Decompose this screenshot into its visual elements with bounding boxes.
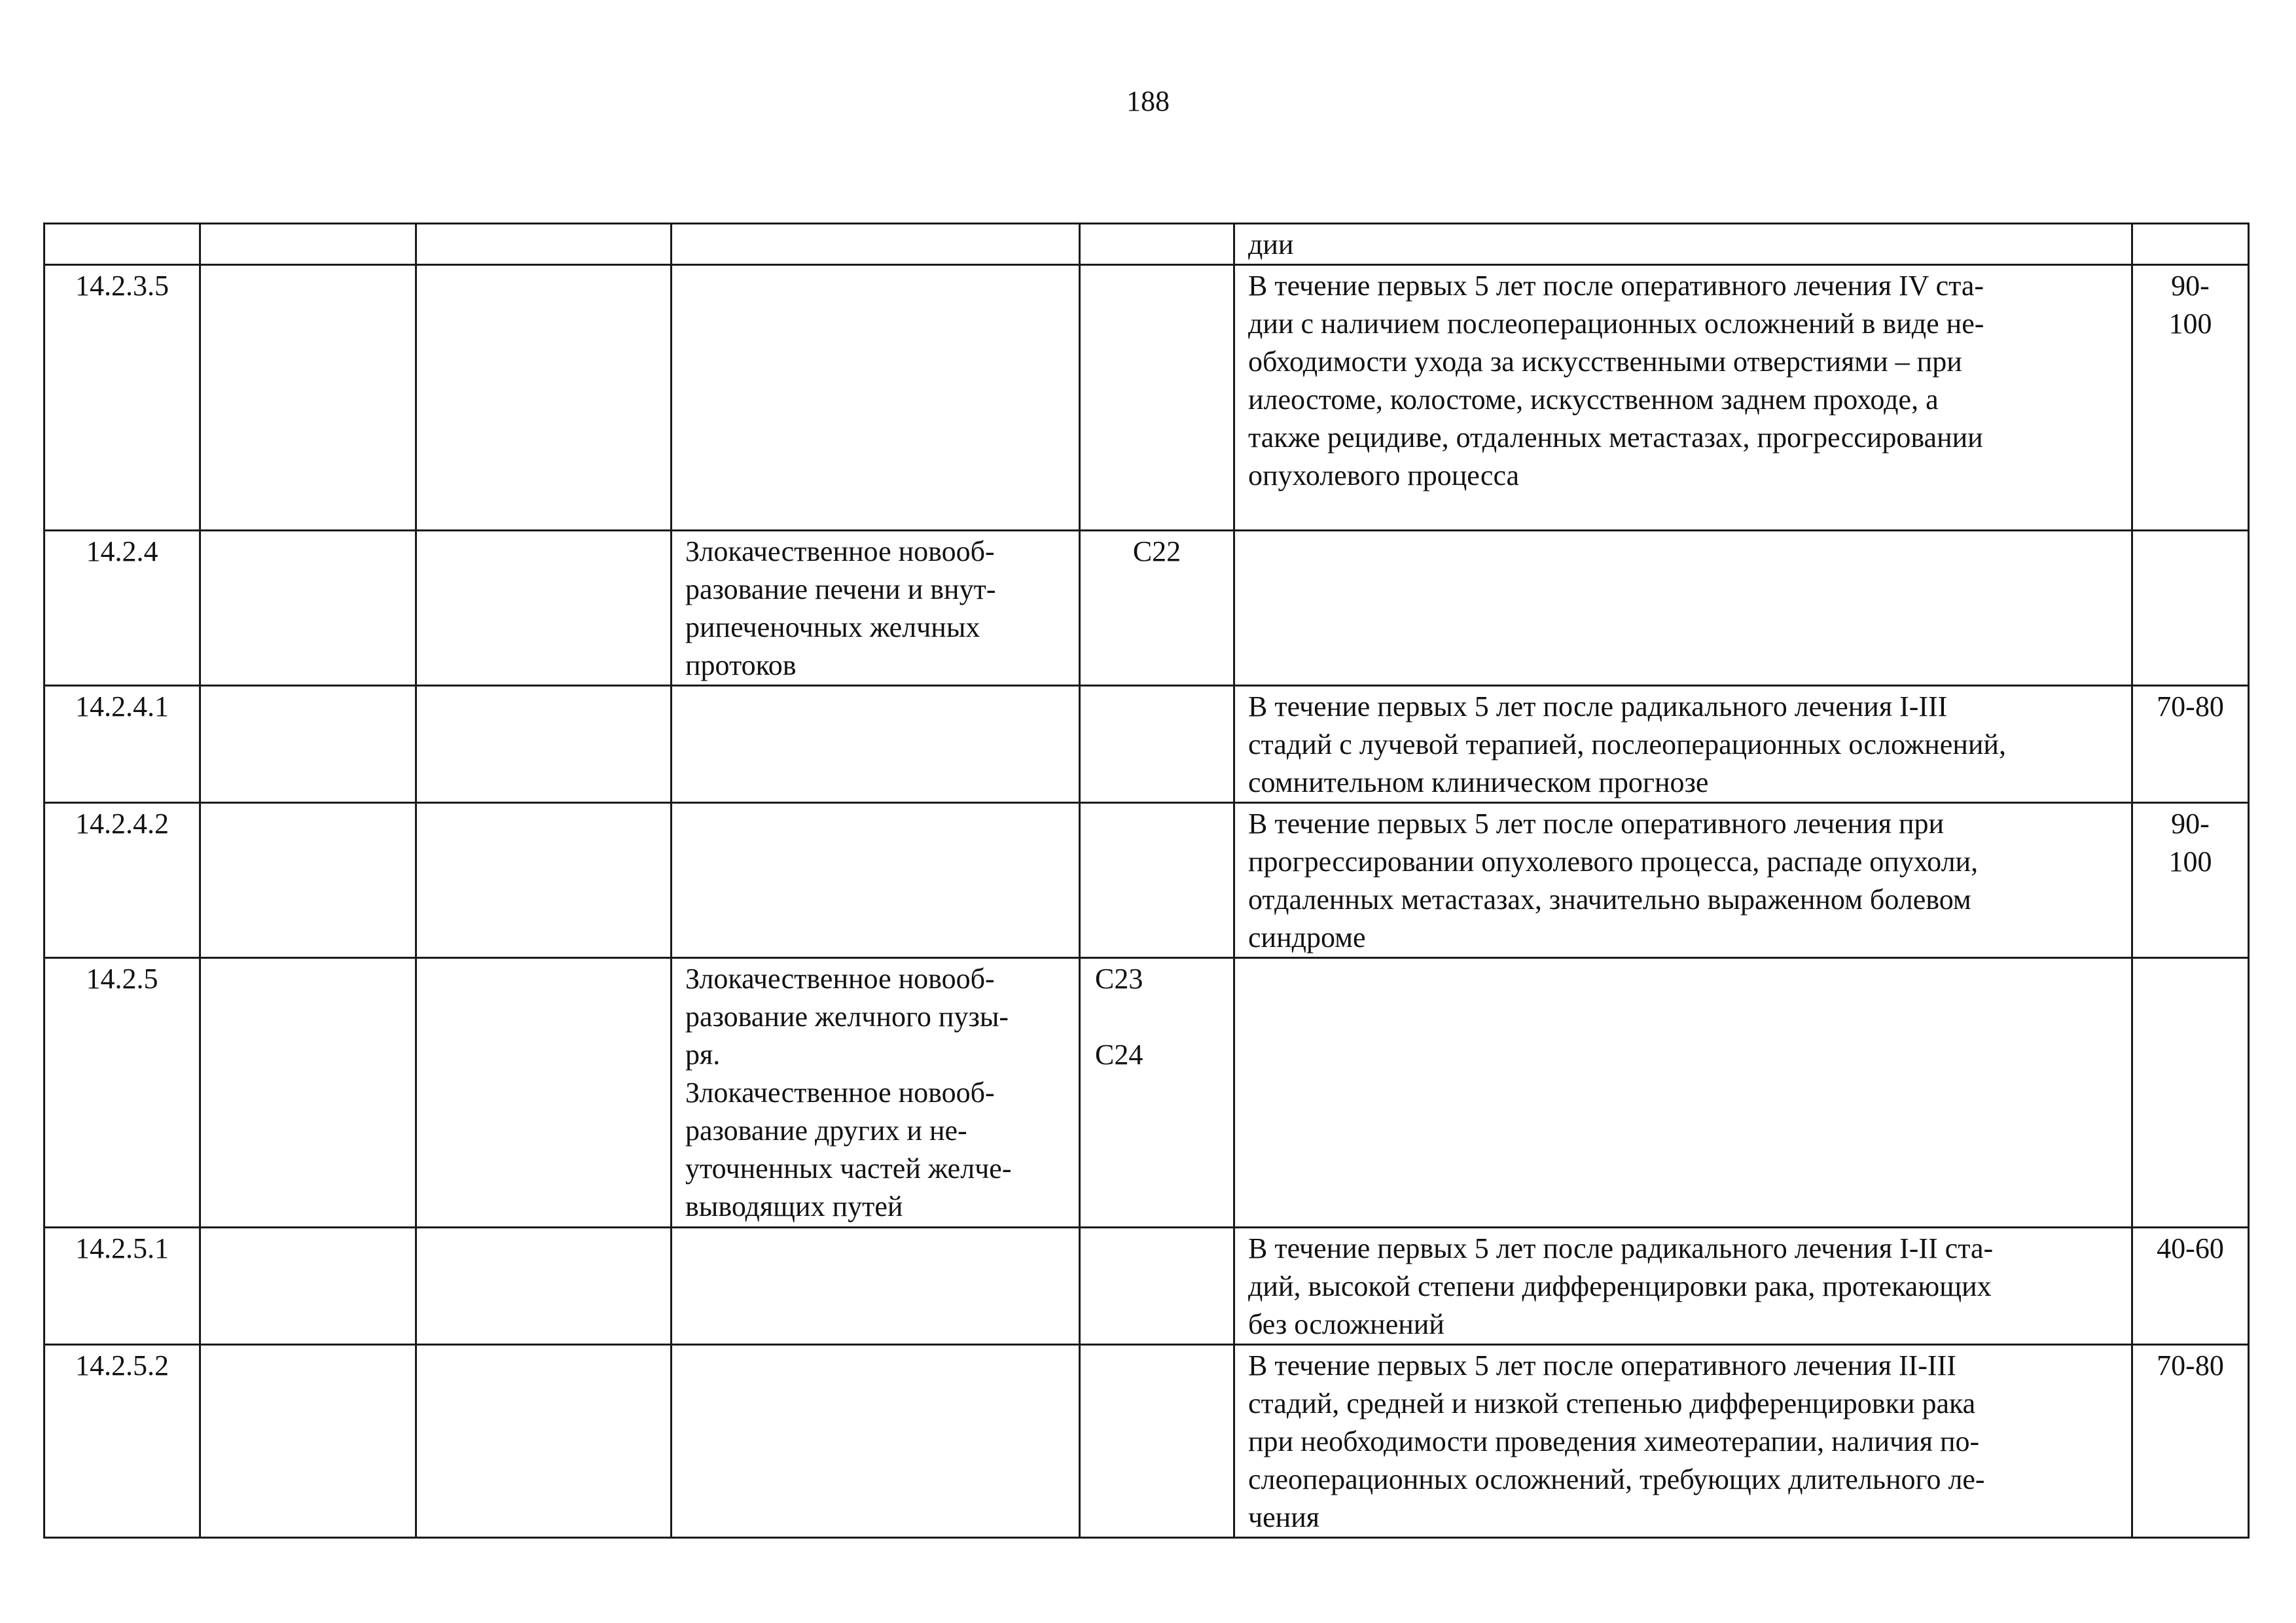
condition-line: также рецидиве, отдаленных метастазах, прогрессировании (1248, 421, 1983, 454)
row-id-cell: 14.2.4 (45, 531, 200, 686)
name-line: Злокачественное новооб- (685, 535, 995, 567)
empty-cell (416, 531, 672, 686)
percent-cell (2132, 803, 2249, 958)
empty-cell (416, 265, 672, 531)
row-id-cell: 14.2.5.1 (45, 1228, 200, 1345)
percent-cell (2132, 531, 2249, 686)
percent-cell (2132, 958, 2249, 1228)
condition-cell (1234, 531, 2132, 686)
percent-line: 70-80 (2157, 690, 2224, 722)
code-cell (1080, 531, 1234, 686)
name-line: разование печени и внут- (685, 573, 996, 605)
name-line: рипеченочных желчных (685, 611, 980, 643)
percent-line: 70-80 (2157, 1349, 2224, 1382)
condition-line: стадий, средней и низкой степенью дифференцировки рака (1248, 1387, 1976, 1419)
table-row (45, 265, 2249, 531)
condition-line: опухолевого процесса (1248, 459, 1520, 491)
name-cell (672, 224, 1080, 265)
table-row (45, 686, 2249, 803)
percent-line: 100 (2168, 308, 2212, 340)
page-number: 188 (1126, 85, 1170, 117)
condition-line: при необходимости проведения химеотерапии, наличия по- (1248, 1425, 1980, 1457)
code-cell (1080, 958, 1234, 1228)
name-line: выводящих путей (685, 1190, 903, 1222)
condition-cell (1234, 1228, 2132, 1345)
code-cell (1080, 803, 1234, 958)
name-line: ря. (685, 1039, 721, 1071)
percent-cell (2132, 265, 2249, 531)
name-cell (672, 531, 1080, 686)
name-cell (672, 1345, 1080, 1538)
percent-line: 90- (2171, 270, 2210, 302)
condition-line: прогрессировании опухолевого процесса, распаде опухоли, (1248, 846, 1979, 878)
condition-line: слеоперационных осложнений, требующих длительного ле- (1248, 1463, 1985, 1495)
condition-line: обходимости ухода за искусственными отверстиями – при (1248, 346, 1962, 378)
row-id-cell: 14.2.4.2 (45, 803, 200, 958)
table-row (45, 224, 2249, 265)
icd-code: C23 (1095, 963, 1143, 995)
percent-cell (2132, 224, 2249, 265)
condition-cell (1234, 1345, 2132, 1538)
code-cell (1080, 224, 1234, 265)
row-id-cell: 14.2.4.1 (45, 686, 200, 803)
condition-cell (1234, 958, 2132, 1228)
name-cell (672, 265, 1080, 531)
icd-code: C24 (1095, 1039, 1143, 1071)
name-cell (672, 958, 1080, 1228)
condition-line: стадий с лучевой терапией, послеоперационных осложнений, (1248, 728, 2006, 760)
empty-cell (416, 224, 672, 265)
code-cell (1080, 686, 1234, 803)
percent-line: 100 (2168, 846, 2212, 878)
table-row (45, 1228, 2249, 1345)
condition-line: дии (1248, 228, 1294, 260)
condition-line: В течение первых 5 лет после радикального лечения I-II ста- (1248, 1232, 1994, 1264)
empty-cell (416, 686, 672, 803)
code-cell (1080, 1345, 1234, 1538)
empty-cell (200, 803, 416, 958)
percent-cell (2132, 686, 2249, 803)
empty-cell (416, 803, 672, 958)
condition-line: В течение первых 5 лет после оперативного лечения II-III (1248, 1349, 1956, 1382)
condition-line: отдаленных метастазах, значительно выраженном болевом (1248, 883, 1971, 916)
empty-cell (200, 531, 416, 686)
name-line: разование других и не- (685, 1115, 967, 1147)
row-id-cell: 14.2.3.5 (45, 265, 200, 531)
empty-cell (200, 1345, 416, 1538)
condition-cell (1234, 803, 2132, 958)
condition-cell (1234, 224, 2132, 265)
row-id-cell: 14.2.5 (45, 958, 200, 1228)
condition-line: сомнительном клиническом прогнозе (1248, 766, 1709, 798)
name-line: протоков (685, 649, 797, 681)
percent-line: 90- (2171, 808, 2210, 840)
condition-line: В течение первых 5 лет после оперативного лечения IV ста- (1248, 270, 1984, 302)
name-line: Злокачественное новооб- (685, 963, 995, 995)
condition-line: дий, высокой степени дифференцировки рака, протекающих (1248, 1270, 1992, 1302)
table-row (45, 1345, 2249, 1538)
condition-line: чения (1248, 1501, 1319, 1533)
empty-cell (200, 958, 416, 1228)
table-row (45, 958, 2249, 1228)
empty-cell (416, 1345, 672, 1538)
condition-line: без осложнений (1248, 1308, 1444, 1340)
empty-cell (200, 686, 416, 803)
condition-line: илеостоме, колостоме, искусственном заднем проходе, а (1248, 383, 1939, 416)
empty-cell (200, 265, 416, 531)
name-line: уточненных частей желче- (685, 1152, 1012, 1185)
name-cell (672, 686, 1080, 803)
row-id-cell: 14.2.5.2 (45, 1345, 200, 1538)
row-id-cell (45, 224, 200, 265)
name-cell (672, 1228, 1080, 1345)
condition-cell (1234, 686, 2132, 803)
code-cell (1080, 265, 1234, 531)
empty-cell (416, 958, 672, 1228)
condition-line: В течение первых 5 лет после оперативного лечения при (1248, 808, 1945, 840)
name-line: разование желчного пузы- (685, 1001, 1009, 1033)
condition-line: дии с наличием послеоперационных осложнений в виде не- (1248, 308, 1984, 340)
table-row (45, 803, 2249, 958)
icd-code: C22 (1132, 535, 1181, 567)
code-cell (1080, 1228, 1234, 1345)
percent-cell (2132, 1228, 2249, 1345)
name-cell (672, 803, 1080, 958)
disability-criteria-table (43, 223, 2250, 1539)
condition-cell (1234, 265, 2132, 531)
name-line: Злокачественное новооб- (685, 1077, 995, 1109)
empty-cell (416, 1228, 672, 1345)
condition-line: синдроме (1248, 921, 1366, 954)
percent-cell (2132, 1345, 2249, 1538)
empty-cell (200, 224, 416, 265)
table-row (45, 531, 2249, 686)
empty-cell (200, 1228, 416, 1345)
condition-line: В течение первых 5 лет после радикального лечения I-III (1248, 690, 1948, 722)
spacer (1095, 998, 1220, 1036)
percent-line: 40-60 (2157, 1232, 2224, 1264)
